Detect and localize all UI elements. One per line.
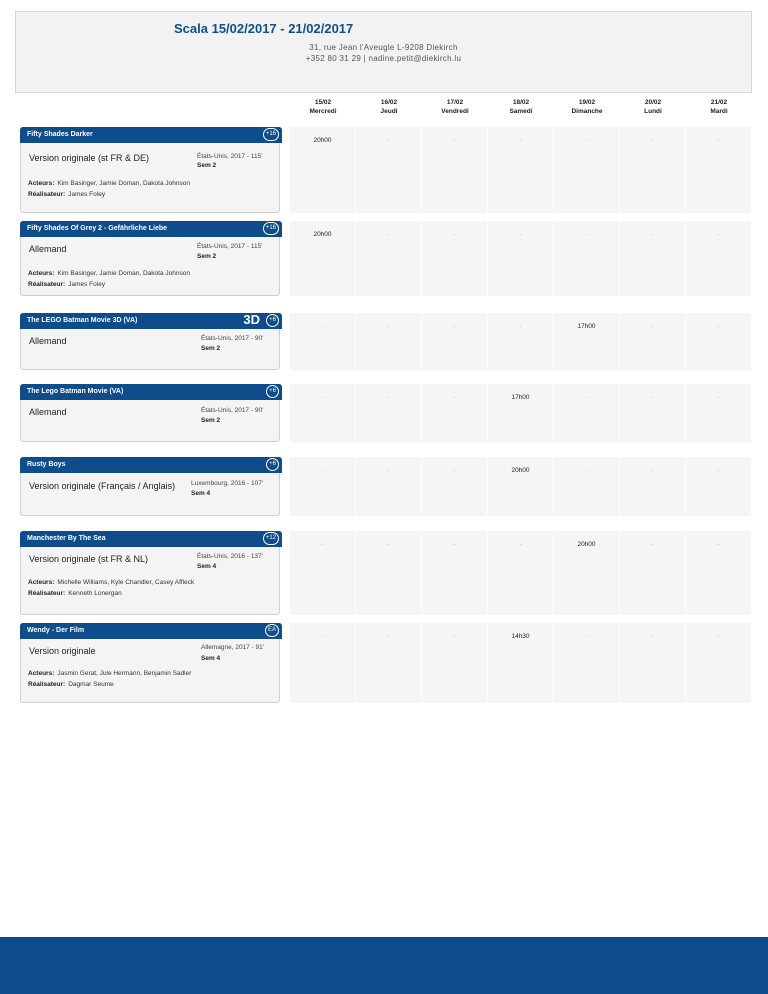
movie-card[interactable] bbox=[20, 531, 280, 615]
showtime-cell bbox=[290, 623, 356, 703]
showtime-cell bbox=[488, 313, 554, 370]
showtime[interactable]: 20h00 bbox=[511, 467, 530, 474]
no-show-marker: - bbox=[717, 323, 720, 330]
showtime-cell bbox=[488, 127, 554, 213]
no-show-marker: - bbox=[453, 231, 456, 238]
no-show-marker: - bbox=[321, 323, 324, 330]
showtime-cell bbox=[422, 313, 488, 370]
movie-director bbox=[28, 281, 105, 288]
no-show-marker: - bbox=[585, 467, 588, 474]
age-rating-badge: +6 bbox=[266, 314, 279, 327]
movie-card[interactable] bbox=[20, 457, 280, 516]
day-date: 20/02 bbox=[644, 99, 662, 106]
movie-director bbox=[28, 590, 122, 597]
actors-value: Kim Basinger, Jamie Doman, Dakota Johnson bbox=[57, 270, 190, 277]
footer-bar bbox=[0, 937, 768, 994]
day-date: 18/02 bbox=[512, 99, 530, 106]
movie-origin: Allemagne, 2017 - 91' bbox=[201, 644, 265, 651]
movie-week: Sem 4 bbox=[197, 563, 217, 570]
no-show-marker: - bbox=[651, 137, 654, 144]
movie-title-bar bbox=[20, 531, 282, 547]
no-show-marker: - bbox=[585, 394, 588, 401]
actors-label: Acteurs: bbox=[28, 579, 55, 586]
showtime-cell bbox=[620, 531, 686, 615]
director-label: Réalisateur: bbox=[28, 590, 66, 597]
no-show-marker: - bbox=[453, 467, 456, 474]
movie-title[interactable]: Wendy - Der Film bbox=[27, 627, 85, 634]
movie-title[interactable]: Manchester By The Sea bbox=[27, 535, 106, 542]
movie-title-bar bbox=[20, 384, 282, 400]
day-header bbox=[554, 98, 620, 116]
showtime-cell bbox=[356, 531, 422, 615]
showtime-cell bbox=[356, 221, 422, 296]
showtime-cell bbox=[488, 221, 554, 296]
actors-label: Acteurs: bbox=[28, 670, 55, 677]
actors-value: Michelle Williams, Kyle Chandler, Casey Affleck bbox=[57, 579, 195, 586]
showtime-cell[interactable] bbox=[290, 221, 356, 296]
showtime-cell bbox=[290, 531, 356, 615]
no-show-marker: - bbox=[717, 231, 720, 238]
schedule-row bbox=[290, 531, 752, 615]
no-show-marker: - bbox=[585, 633, 588, 640]
movie-version: Allemand bbox=[29, 244, 67, 254]
showtime-cell bbox=[686, 457, 752, 516]
day-header bbox=[488, 98, 554, 116]
showtime-cell bbox=[290, 313, 356, 370]
showtime-cell bbox=[620, 313, 686, 370]
actors-label: Acteurs: bbox=[28, 270, 55, 277]
director-label: Réalisateur: bbox=[28, 681, 66, 688]
age-rating-badge: +6 bbox=[266, 385, 279, 398]
no-show-marker: - bbox=[453, 633, 456, 640]
movie-card[interactable] bbox=[20, 127, 280, 213]
age-rating-badge: EA bbox=[265, 624, 279, 637]
movie-title[interactable]: Rusty Boys bbox=[27, 461, 66, 468]
no-show-marker: - bbox=[387, 323, 390, 330]
showtime-cell bbox=[554, 384, 620, 442]
no-show-marker: - bbox=[387, 467, 390, 474]
showtime-cell bbox=[554, 221, 620, 296]
movie-title-bar bbox=[20, 127, 282, 143]
no-show-marker: - bbox=[651, 394, 654, 401]
showtime-cell bbox=[554, 623, 620, 703]
showtime-cell[interactable] bbox=[488, 623, 554, 703]
showtime-cell[interactable] bbox=[488, 457, 554, 516]
actors-value: Jasmin Gerat, Jule Hermann, Benjamin Sadler bbox=[57, 670, 192, 677]
movie-week: Sem 2 bbox=[201, 345, 221, 352]
cinema-title: Scala 15/02/2017 - 21/02/2017 bbox=[174, 21, 354, 36]
age-rating-badge: +16 bbox=[263, 128, 279, 141]
day-date: 16/02 bbox=[380, 99, 398, 106]
no-show-marker: - bbox=[717, 137, 720, 144]
no-show-marker: - bbox=[585, 231, 588, 238]
format-3d-badge: 3D bbox=[243, 312, 260, 327]
day-header-row bbox=[290, 98, 752, 120]
no-show-marker: - bbox=[651, 231, 654, 238]
no-show-marker: - bbox=[387, 394, 390, 401]
day-header bbox=[620, 98, 686, 116]
no-show-marker: - bbox=[519, 323, 522, 330]
showtime-cell bbox=[620, 127, 686, 213]
showtime-cell[interactable] bbox=[554, 531, 620, 615]
showtime-cell bbox=[422, 623, 488, 703]
schedule-row bbox=[290, 221, 752, 296]
director-value: Dagmar Seume bbox=[68, 681, 114, 688]
showtime-cell bbox=[620, 623, 686, 703]
day-header bbox=[290, 98, 356, 116]
movie-card[interactable] bbox=[20, 313, 280, 370]
actors-value: Kim Basinger, Jamie Doman, Dakota Johnson bbox=[57, 180, 190, 187]
cinema-address: 31, rue Jean l'Aveugle L-9208 Diekirch bbox=[309, 43, 458, 52]
no-show-marker: - bbox=[387, 231, 390, 238]
day-name: Mercredi bbox=[309, 108, 337, 115]
showtime-cell[interactable] bbox=[554, 313, 620, 370]
showtime-cell bbox=[620, 457, 686, 516]
no-show-marker: - bbox=[651, 633, 654, 640]
movie-director bbox=[28, 681, 114, 688]
showtime-cell[interactable] bbox=[290, 127, 356, 213]
director-label: Réalisateur: bbox=[28, 281, 66, 288]
age-rating-badge: +6 bbox=[266, 458, 279, 471]
movie-title[interactable]: Fifty Shades Of Grey 2 - Gefährliche Liebe bbox=[27, 225, 168, 232]
no-show-marker: - bbox=[717, 467, 720, 474]
no-show-marker: - bbox=[651, 467, 654, 474]
movie-week: Sem 4 bbox=[191, 490, 211, 497]
day-header bbox=[356, 98, 422, 116]
day-date: 19/02 bbox=[578, 99, 596, 106]
showtime[interactable]: 20h00 bbox=[577, 541, 596, 548]
showtime-cell bbox=[356, 313, 422, 370]
movie-title-bar bbox=[20, 623, 282, 639]
showtime[interactable]: 20h00 bbox=[313, 137, 332, 144]
day-name: Dimanche bbox=[571, 108, 603, 115]
movie-actors bbox=[28, 670, 191, 677]
showtime-cell bbox=[356, 384, 422, 442]
movie-actors bbox=[28, 180, 190, 187]
no-show-marker: - bbox=[387, 137, 390, 144]
movie-title[interactable]: Fifty Shades Darker bbox=[27, 131, 93, 138]
day-name: Vendredi bbox=[441, 108, 469, 115]
no-show-marker: - bbox=[387, 541, 390, 548]
director-value: James Foley bbox=[68, 191, 106, 198]
day-name: Mardi bbox=[710, 108, 728, 115]
movie-actors bbox=[28, 579, 194, 586]
movie-origin: États-Unis, 2016 - 137' bbox=[197, 553, 263, 560]
movie-title[interactable]: The Lego Batman Movie (VA) bbox=[27, 388, 124, 395]
showtime-cell bbox=[686, 127, 752, 213]
movie-origin: États-Unis, 2017 - 90' bbox=[201, 407, 264, 414]
director-value: Kenneth Lonergan bbox=[68, 590, 122, 597]
showtime-cell bbox=[356, 623, 422, 703]
movie-week: Sem 2 bbox=[201, 417, 221, 424]
showtime-cell bbox=[290, 384, 356, 442]
movie-card[interactable] bbox=[20, 221, 280, 296]
day-header bbox=[686, 98, 752, 116]
movie-actors bbox=[28, 270, 190, 277]
no-show-marker: - bbox=[321, 541, 324, 548]
showtime-cell bbox=[686, 623, 752, 703]
age-rating-badge: +16 bbox=[263, 222, 279, 235]
cinema-header bbox=[15, 11, 752, 93]
showtime[interactable]: 17h00 bbox=[577, 323, 596, 330]
no-show-marker: - bbox=[717, 394, 720, 401]
movie-title[interactable]: The LEGO Batman Movie 3D (VA) bbox=[27, 317, 138, 324]
no-show-marker: - bbox=[585, 137, 588, 144]
director-label: Réalisateur: bbox=[28, 191, 66, 198]
showtime-cell bbox=[686, 531, 752, 615]
showtime[interactable]: 20h00 bbox=[313, 231, 332, 238]
showtime-cell bbox=[422, 457, 488, 516]
showtime-cell bbox=[686, 384, 752, 442]
day-name: Lundi bbox=[644, 108, 662, 115]
no-show-marker: - bbox=[651, 541, 654, 548]
showtime-cell bbox=[686, 221, 752, 296]
no-show-marker: - bbox=[453, 541, 456, 548]
movie-version: Version originale (Français / Anglais) bbox=[29, 481, 176, 491]
no-show-marker: - bbox=[651, 323, 654, 330]
schedule-row bbox=[290, 127, 752, 213]
movie-origin: États-Unis, 2017 - 115' bbox=[197, 153, 263, 160]
age-rating-badge: +12 bbox=[263, 532, 279, 545]
day-header bbox=[422, 98, 488, 116]
day-name: Samedi bbox=[509, 108, 533, 115]
no-show-marker: - bbox=[453, 323, 456, 330]
no-show-marker: - bbox=[387, 633, 390, 640]
no-show-marker: - bbox=[519, 137, 522, 144]
movie-origin: Luxembourg, 2016 - 107' bbox=[191, 480, 264, 487]
movie-origin: États-Unis, 2017 - 115' bbox=[197, 243, 263, 250]
no-show-marker: - bbox=[321, 467, 324, 474]
director-value: James Foley bbox=[68, 281, 106, 288]
day-date: 15/02 bbox=[314, 99, 332, 106]
movie-title-bar bbox=[20, 221, 282, 237]
showtime[interactable]: 14h30 bbox=[511, 633, 530, 640]
showtime[interactable]: 17h00 bbox=[511, 394, 530, 401]
showtime-cell bbox=[422, 531, 488, 615]
showtime-cell bbox=[356, 127, 422, 213]
no-show-marker: - bbox=[717, 541, 720, 548]
cinema-contact: +352 80 31 29 | nadine.petit@diekirch.lu bbox=[305, 54, 462, 63]
no-show-marker: - bbox=[717, 633, 720, 640]
showtime-cell bbox=[620, 384, 686, 442]
movie-version: Version originale bbox=[29, 646, 96, 656]
movie-origin: États-Unis, 2017 - 90' bbox=[201, 335, 264, 342]
schedule-row bbox=[290, 384, 752, 442]
movie-version: Version originale (st FR & DE) bbox=[29, 153, 150, 163]
movie-week: Sem 2 bbox=[197, 162, 217, 169]
movie-director bbox=[28, 191, 105, 198]
showtime-cell bbox=[422, 384, 488, 442]
no-show-marker: - bbox=[519, 231, 522, 238]
showtime-cell bbox=[554, 457, 620, 516]
showtime-cell bbox=[356, 457, 422, 516]
showtime-cell bbox=[686, 313, 752, 370]
schedule-row bbox=[290, 313, 752, 370]
showtime-cell bbox=[488, 531, 554, 615]
no-show-marker: - bbox=[519, 541, 522, 548]
movie-title-bar bbox=[20, 313, 282, 329]
no-show-marker: - bbox=[321, 633, 324, 640]
showtime-cell[interactable] bbox=[488, 384, 554, 442]
showtime-cell bbox=[620, 221, 686, 296]
showtime-cell bbox=[290, 457, 356, 516]
showtime-cell bbox=[422, 127, 488, 213]
showtime-cell bbox=[422, 221, 488, 296]
movie-version: Allemand bbox=[29, 336, 67, 346]
movie-card[interactable] bbox=[20, 623, 280, 703]
no-show-marker: - bbox=[453, 137, 456, 144]
movie-version: Allemand bbox=[29, 407, 67, 417]
day-date: 17/02 bbox=[446, 99, 464, 106]
schedule-row bbox=[290, 623, 752, 703]
actors-label: Acteurs: bbox=[28, 180, 55, 187]
movie-card[interactable] bbox=[20, 384, 280, 442]
movie-week: Sem 2 bbox=[197, 253, 217, 260]
movie-title-bar bbox=[20, 457, 282, 473]
no-show-marker: - bbox=[321, 394, 324, 401]
day-date: 21/02 bbox=[710, 99, 728, 106]
movie-week: Sem 4 bbox=[201, 655, 221, 662]
day-name: Jeudi bbox=[380, 108, 398, 115]
no-show-marker: - bbox=[453, 394, 456, 401]
movie-version: Version originale (st FR & NL) bbox=[29, 554, 149, 564]
schedule-row bbox=[290, 457, 752, 516]
showtime-cell bbox=[554, 127, 620, 213]
